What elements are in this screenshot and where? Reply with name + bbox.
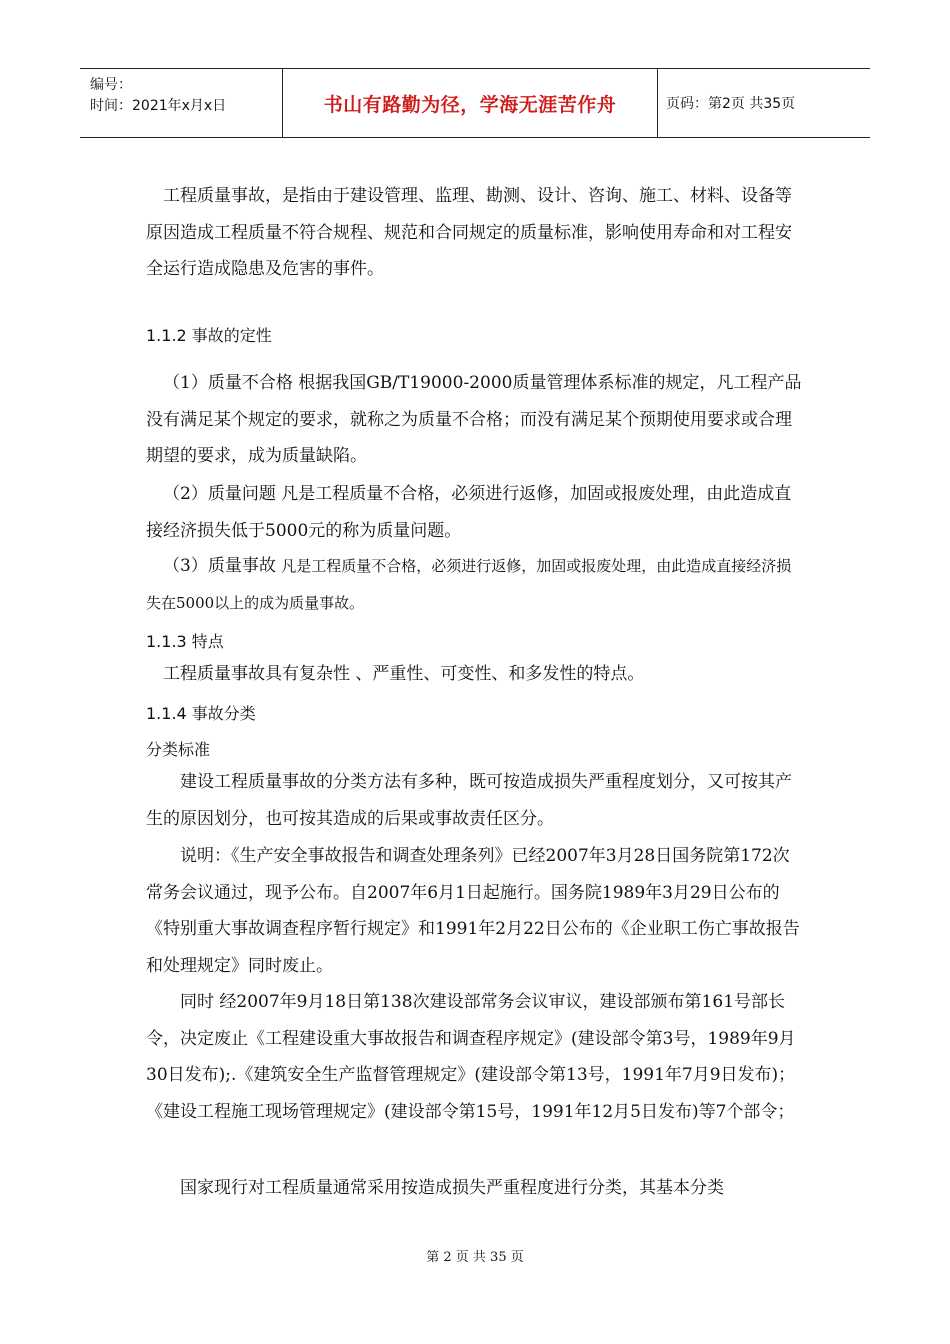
intro-paragraph: 工程质量事故，是指由于建设管理、监理、勘测、设计、咨询、施工、材料、设备等原因造成工程质量不符合规程、规范和合同规定的质量标准，影响使用寿命和对工程安全运行造成隐患及危害的事件。 — [146, 186, 792, 279]
classification-paragraph: 建设工程质量事故的分类方法有多种，既可按造成损失严重程度划分，又可按其产生的原因划分，也可按其造成的后果或事故责任区分。 — [146, 772, 792, 829]
header-page-info: 页码：第2页 共35页 — [666, 96, 796, 112]
document-time-label: 时间：2021年x月x日 — [90, 98, 227, 114]
item-3-paragraph — [146, 548, 806, 621]
current-classification-paragraph: 国家现行对工程质量通常采用按造成损失严重程度进行分类，其基本分类 — [180, 1178, 724, 1198]
header-motto-cell — [282, 69, 658, 137]
page-footer: 第 2 页 共 35 页 — [426, 1250, 524, 1265]
section-heading-1-1-3: 1.1.3 特点 — [146, 632, 224, 651]
section-heading-1-1-2: 1.1.2 事故的定性 — [146, 326, 272, 345]
item-3-text: 凡是工程质量不合格，必须进行返修，加固或报废处理，由此造成直接经济损失在5000以上的成为质量事故。 — [146, 557, 792, 612]
features-paragraph: 工程质量事故具有复杂性 、严重性、可变性、和多发性的特点。 — [163, 664, 645, 684]
header-page-cell — [658, 69, 870, 137]
header-motto: 书山有路勤为径，学海无涯苦作舟 — [323, 93, 617, 116]
note-paragraph: 说明：《生产安全事故报告和调查处理条列》已经2007年3月28日国务院第172次常务会议通过，现予公布。自2007年6月1日起施行。国务院1989年3月29日公布的《特别重大事故调查程序暂行规定》和1991年2月22日公布的《企业职工伤亡事故报告和处理规定》同时废止。 — [146, 846, 800, 976]
section-heading-1-1-4: 1.1.4 事故分类 — [146, 704, 256, 723]
page-header — [80, 68, 870, 138]
header-left-cell — [80, 69, 282, 137]
simultaneous-paragraph: 同时 经2007年9月18日第138次建设部常务会议审议，建设部颁布第161号部长令，决定废止《工程建设重大事故报告和调查程序规定》(建设部令第3号，1989年9月30日发布);.《建筑安全生产监督管理规定》(建设部令第13号，1991年7月9日发布)；《建设工程施工现场管理规定》(建设部令第15号，1991年12月5日发布)等7个部令； — [146, 992, 796, 1122]
document-number-label: 编号： — [90, 77, 132, 93]
subheading-classification-standard: 分类标准 — [146, 740, 211, 759]
item-3-lead: （3）质量事故 — [163, 556, 282, 576]
item-1-paragraph: （1）质量不合格 根据我国GB/T19000-2000质量管理体系标准的规定，凡工程产品没有满足某个规定的要求，就称之为质量不合格；而没有满足某个预期使用要求或合理期望的要求，成为质量缺陷。 — [146, 373, 802, 466]
item-2-paragraph: （2）质量问题 凡是工程质量不合格，必须进行返修，加固或报废处理，由此造成直接经济损失低于5000元的称为质量问题。 — [146, 484, 792, 541]
